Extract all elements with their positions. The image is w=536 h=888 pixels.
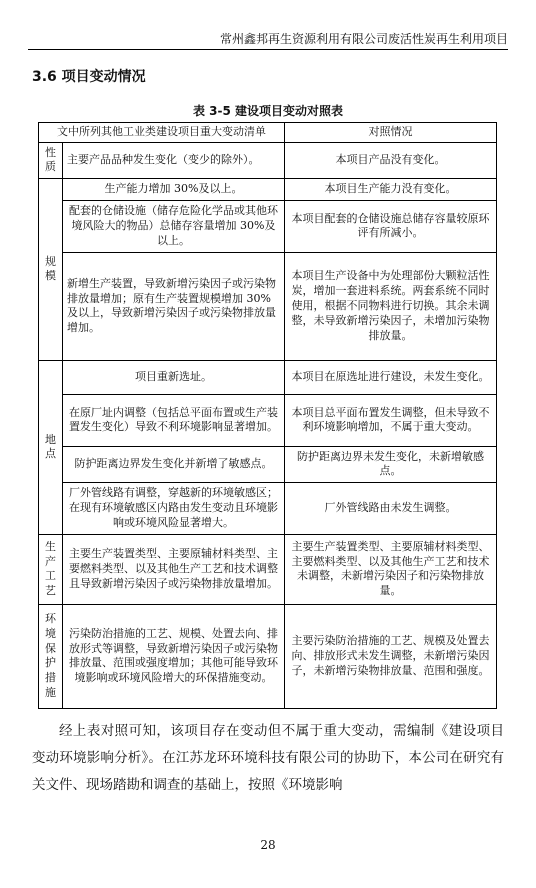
item-cell: 污染防治措施的工艺、规模、处置去向、排放形式等调整，导致新增污染因子或污染物排放量、范围或强度增加；其他可能导致环境影响或环境风险增大的环保措施变动。	[63, 604, 285, 708]
category-nature: 性 质	[39, 142, 63, 178]
table-row	[39, 534, 497, 604]
item-cell: 在原厂址内调整（包括总平面布置或生产装置发生变化）导致不利环境影响显著增加。	[63, 394, 285, 446]
category-environment: 环 境 保 护 措 施	[39, 604, 63, 708]
status-cell: 厂外管线路由未发生调整。	[285, 482, 497, 534]
table-row	[39, 394, 497, 446]
status-cell: 本项目生产设备中为处理部份大颗粒活性炭，增加一套进料系统。两套系统不同时使用，根据不同物料进行切换。其余未调整，未导致新增污染因子，未增加污染物排放量。	[285, 252, 497, 360]
item-cell: 配套的仓储设施（储存危险化学品或其他环境风险大的物品）总储存容量增加 30%及以上。	[63, 200, 285, 252]
table-caption: 表 3-5 建设项目变动对照表	[192, 104, 344, 118]
status-cell: 主要生产装置类型、主要原辅材料类型、主要燃料类型、以及其他生产工艺和技术未调整，未新增污染因子和污染物排放量。	[285, 534, 497, 604]
table-row	[39, 252, 497, 360]
status-cell: 本项目产品没有变化。	[285, 142, 497, 178]
header-change-list: 文中所列其他工业类建设项目重大变动清单	[39, 123, 285, 143]
status-cell: 本项目总平面布置发生调整，但未导致不利环境影响增加，不属于重大变动。	[285, 394, 497, 446]
page-number: 28	[260, 838, 276, 852]
table-row	[39, 482, 497, 534]
item-cell: 主要产品品种发生变化（变少的除外）。	[63, 142, 285, 178]
item-cell: 生产能力增加 30%及以上。	[63, 178, 285, 200]
category-process: 生 产 工 艺	[39, 534, 63, 604]
table-row	[39, 200, 497, 252]
table-row	[39, 178, 497, 200]
table-row	[39, 360, 497, 394]
change-comparison-table	[38, 122, 497, 709]
table-row	[39, 604, 497, 708]
header-comparison: 对照情况	[285, 123, 497, 143]
page-header: 常州鑫邦再生资源利用有限公司废活性炭再生利用项目	[219, 32, 508, 46]
status-cell: 本项目配套的仓储设施总储存容量较原环评有所减小。	[285, 200, 497, 252]
status-cell: 防护距离边界未发生变化，未新增敏感点。	[285, 446, 497, 482]
header-divider	[28, 49, 508, 50]
body-paragraph: 经上表对照可知，该项目存在变动但不属于重大变动，需编制《建设项目变动环境影响分析》。在江苏龙环环境科技有限公司的协助下，本公司在研究有关文件、现场踏勘和调查的基础上，按照《环境影响	[32, 723, 504, 793]
table-row	[39, 142, 497, 178]
table-header-row	[39, 123, 497, 143]
category-scale: 规 模	[39, 178, 63, 360]
status-cell: 本项目生产能力没有变化。	[285, 178, 497, 200]
item-cell: 防护距离边界发生变化并新增了敏感点。	[63, 446, 285, 482]
table-row	[39, 446, 497, 482]
item-cell: 新增生产装置，导致新增污染因子或污染物排放量增加；原有生产装置规模增加 30%及以上，导致新增污染因子或污染物排放量增加。	[63, 252, 285, 360]
status-cell: 本项目在原选址进行建设，未发生变化。	[285, 360, 497, 394]
item-cell: 项目重新选址。	[63, 360, 285, 394]
section-title: 3.6 项目变动情况	[32, 69, 146, 85]
status-cell: 主要污染防治措施的工艺、规模及处置去向、排放形式未发生调整，未新增污染因子，未新增污染物排放量、范围和强度。	[285, 604, 497, 708]
item-cell: 厂外管线路有调整，穿越新的环境敏感区；在现有环境敏感区内路由发生变动且环境影响或环境风险显著增大。	[63, 482, 285, 534]
category-location: 地 点	[39, 360, 63, 534]
item-cell: 主要生产装置类型、主要原辅材料类型、主要燃料类型、以及其他生产工艺和技术调整且导致新增污染因子或污染物排放量增加。	[63, 534, 285, 604]
